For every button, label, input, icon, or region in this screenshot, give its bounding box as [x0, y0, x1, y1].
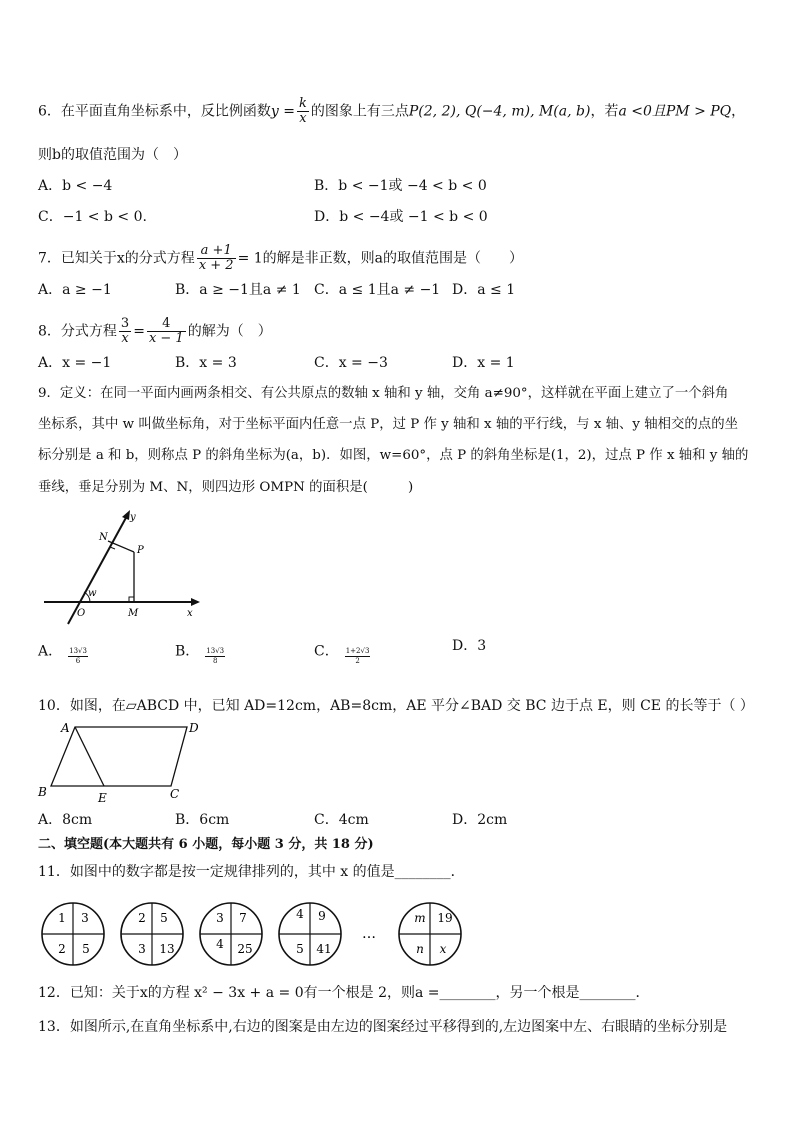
q9-oblique-axes-figure: [40, 508, 210, 628]
q11-c2-bottom-left: 3: [138, 942, 146, 956]
q11-c4-top-right: 9: [318, 909, 326, 923]
q6-func-y: y =: [270, 103, 295, 120]
q10-line: 10．如图，在▱ABCD 中，已知 AD=12cm，AB=8cm，AE 平分∠BAD 交 BC 边于点 E，则 CE 的长等于（ ）: [38, 698, 754, 714]
q11-c5-bottom-right: x: [439, 942, 447, 956]
q10-label-d: D: [189, 721, 199, 735]
q9-label-y: y: [130, 512, 136, 523]
q11-c4-top-left: 4: [296, 907, 304, 921]
q6-func-fraction: $\frac{k}{x}$: [299, 96, 307, 126]
q8-line: [38, 317, 272, 346]
q8-option-c: C．x = −3: [314, 355, 388, 371]
q7-fraction: $\frac{a +1}{x + 2}$: [198, 243, 234, 273]
q9-label-p: P: [137, 545, 144, 556]
q10-parallelogram: [51, 727, 187, 786]
q11-c3-top-left: 3: [216, 911, 224, 925]
q10-label-a: A: [61, 721, 70, 735]
q6-option-b: B．b < −1或 −4 < b < 0: [314, 178, 487, 194]
q11-c3-bottom-left: 4: [216, 937, 224, 951]
q8-option-d: D．x = 1: [452, 355, 515, 371]
q11-c1-top-right: 3: [81, 911, 89, 925]
q6-points: P(2, 2), Q(−4, m), M(a, b): [408, 103, 591, 120]
q11-c1-bottom-left: 2: [58, 942, 66, 956]
q9-label-w: w: [88, 588, 97, 599]
q11-c4-bottom-left: 5: [296, 942, 304, 956]
q9-line3: 标分别是 a 和 b，则称点 P 的斜角坐标为(a，b)．如图，w=60°，点 P 的斜角坐标是(1，2)，过点 P 作 x 轴和 y 轴的: [38, 448, 749, 463]
q10-label-c: C: [170, 787, 180, 801]
q6-option-c: C．−1 < b < 0.: [38, 209, 147, 225]
q10-option-d: D．2cm: [452, 812, 508, 828]
q9-label-n: N: [99, 532, 108, 543]
q11-circle-1: [42, 903, 104, 965]
q9-option-b-fraction: $\frac{13√3}{8}$: [206, 647, 225, 665]
q9-option-a: A． $\frac{13√3}{6}$: [38, 643, 87, 665]
q6-text-a: 6．在平面直角坐标系中，反比例函数: [38, 103, 271, 120]
q13-line: 13．如图所示,在直角坐标系中,右边的图案是由左边的图案经过平移得到的,左边图案中左、右眼睛的坐标分别是: [38, 1019, 728, 1035]
q11-line: 11．如图中的数字都是按一定规律排列的，其中 x 的值是________．: [38, 864, 465, 880]
q6-option-a: A．b < −4: [38, 178, 113, 194]
q11-c1-top-left: 1: [58, 911, 66, 925]
q10-option-a: A．8cm: [38, 812, 93, 828]
q9-line1: 9．定义：在同一平面内画两条相交、有公共原点的数轴 x 轴和 y 轴，交角 a≠90°，这样就在平面上建立了一个斜角: [38, 386, 729, 401]
q9-x-axis-arrow: [191, 598, 200, 606]
q11-c5-bottom-left: n: [416, 942, 424, 956]
section2-heading: 二、填空题(本大题共有 6 小题，每小题 3 分，共 18 分): [38, 837, 374, 852]
q11-c2-top-right: 5: [160, 911, 168, 925]
q11-c2-top-left: 2: [138, 911, 146, 925]
q10-parallelogram-figure: [35, 718, 210, 806]
q8-text-a: 8．分式方程: [38, 323, 117, 340]
q10-option-b: B．6cm: [175, 812, 230, 828]
q11-circle-5: [399, 903, 461, 965]
q8-option-b: B．x = 3: [175, 355, 237, 371]
q7-option-d: D．a ≤ 1: [452, 282, 516, 298]
q9-line2: 坐标系，其中 w 叫做坐标角，对于坐标平面内任意一点 P，过 P 作 y 轴和 x 轴的平行线，与 x 轴、y 轴相交的点的坐: [38, 417, 738, 432]
q6-option-d: D．b < −4或 −1 < b < 0: [314, 209, 488, 225]
q11-circle-pattern-figure: [38, 898, 468, 974]
q6-line1: [38, 97, 745, 126]
q11-c3-top-right: 7: [239, 911, 247, 925]
q8-fraction-2: $\frac{4}{x - 1}$: [148, 316, 184, 346]
q11-c5-top-right: 19: [437, 911, 453, 925]
q11-c3-bottom-right: 25: [237, 942, 253, 956]
q7-option-b: B．a ≥ −1且a ≠ 1: [175, 282, 301, 298]
q11-c1-bottom-right: 5: [82, 942, 90, 956]
q9-label-o: O: [77, 608, 86, 619]
q6-text-c: ，若: [590, 103, 619, 120]
q6-text-d: ，: [731, 103, 746, 120]
q9-label-x: x: [187, 608, 193, 619]
q11-c5-top-left: m: [414, 911, 426, 925]
q11-circle-2: [121, 903, 183, 965]
q7-option-c: C．a ≤ 1且a ≠ −1: [314, 282, 441, 298]
q9-label-m: M: [128, 608, 139, 619]
q7-option-a: A．a ≥ −1: [38, 282, 112, 298]
q7-line: [38, 244, 523, 273]
q11-circle-4: [279, 903, 341, 965]
q10-label-b: B: [38, 785, 47, 799]
q6-line2: 则b的取值范围为（ ）: [38, 147, 187, 163]
q8-fraction-1: $\frac{3}{x}$: [120, 316, 130, 346]
q9-y-axis-arrow: [122, 510, 130, 520]
q7-text-b: = 1的解是非正数，则a的取值范围是（ ）: [237, 250, 524, 267]
q6-text-b: 的图象上有三点: [310, 103, 409, 120]
q9-line4: 垂线，垂足分别为 M、N，则四边形 OMPN 的面积是( ): [38, 480, 414, 495]
q11-c2-bottom-right: 13: [159, 942, 175, 956]
q11-ellipsis: …: [362, 926, 376, 942]
q9-option-c-fraction: $\frac{1+2√3}{2}$: [345, 647, 370, 665]
q9-option-b: B． $\frac{13√3}{8}$: [175, 643, 225, 665]
q9-option-c: C． $\frac{1+2√3}{2}$: [314, 643, 370, 665]
q11-circle-3: [200, 903, 262, 965]
q10-option-c: C．4cm: [314, 812, 369, 828]
q9-option-d: D．3: [452, 638, 487, 654]
q7-text-a: 7．已知关于x的分式方程: [38, 250, 195, 267]
q10-segment-ae: [75, 727, 104, 786]
q10-label-e: E: [98, 791, 107, 805]
q8-text-b: 的解为（ ）: [187, 323, 272, 340]
q11-c4-bottom-right: 41: [316, 942, 332, 956]
q12-line: 12．已知：关于x的方程 x² − 3x + a = 0有一个根是 2，则a =________，另一个根是________．: [38, 985, 650, 1001]
q6-condition: a <0且PM > PQ: [618, 103, 732, 120]
q8-option-a: A．x = −1: [38, 355, 112, 371]
q9-option-a-fraction: $\frac{13√3}{6}$: [69, 647, 87, 665]
q8-equals: =: [133, 323, 145, 340]
